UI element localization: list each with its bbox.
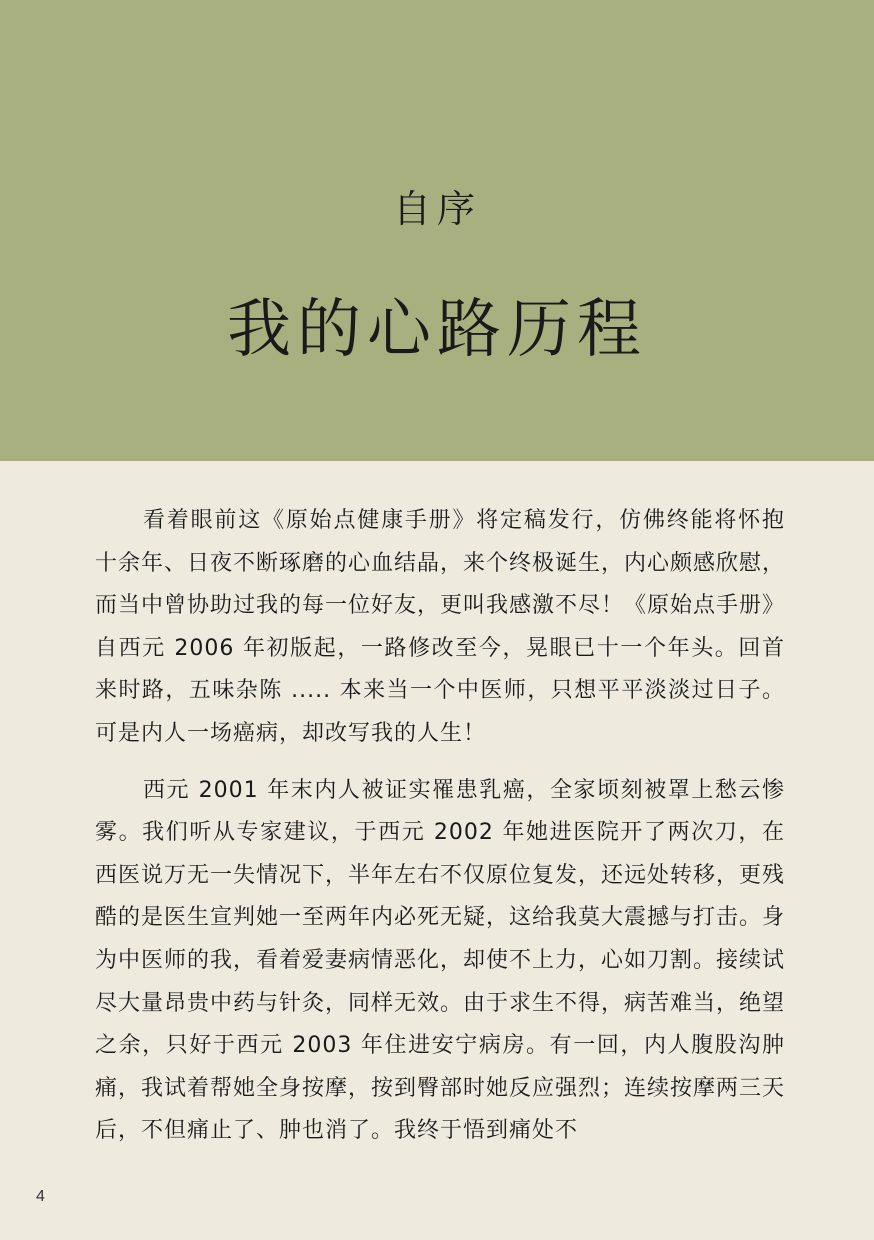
body-text: [95, 500, 785, 1167]
title-banner: [0, 0, 874, 461]
paragraph-1: 看着眼前这《原始点健康手册》将定稿发行，仿佛终能将怀抱十余年、日夜不断琢磨的心血结晶，来个终极诞生，内心颇感欣慰，而当中曾协助过我的每一位好友，更叫我感激不尽！《原始点手册》自西元 2006 年初版起，一路修改至今，晃眼已十一个年头。回首来时路，五味杂陈 ..... 本来当一个中医师，只想平平淡淡过日子。可是内人一场癌病，却改写我的人生！: [95, 508, 786, 746]
page-number: 4: [36, 1188, 45, 1205]
section-subtitle: 自序: [392, 187, 481, 231]
chapter-title: 我的心路历程: [227, 293, 647, 367]
paragraph-2: 西元 2001 年末内人被证实罹患乳癌，全家顷刻被罩上愁云惨雾。我们听从专家建议，于西元 2002 年她进医院开了两次刀，在西医说万无一失情况下，半年左右不仅原位复发，还远处转移，更残酷的是医生宣判她一至两年内必死无疑，这给我莫大震撼与打击。身为中医师的我，看着爱妻病情恶化，却使不上力，心如刀割。接续试尽大量昂贵中药与针灸，同样无效。由于求生不得，病苦难当，绝望之余，只好于西元 2003 年住进安宁病房。有一回，内人腹股沟肿痛，我试着帮她全身按摩，按到臀部时她反应强烈；连续按摩两三天后，不但痛止了、肿也消了。我终于悟到痛处不: [95, 777, 786, 1144]
